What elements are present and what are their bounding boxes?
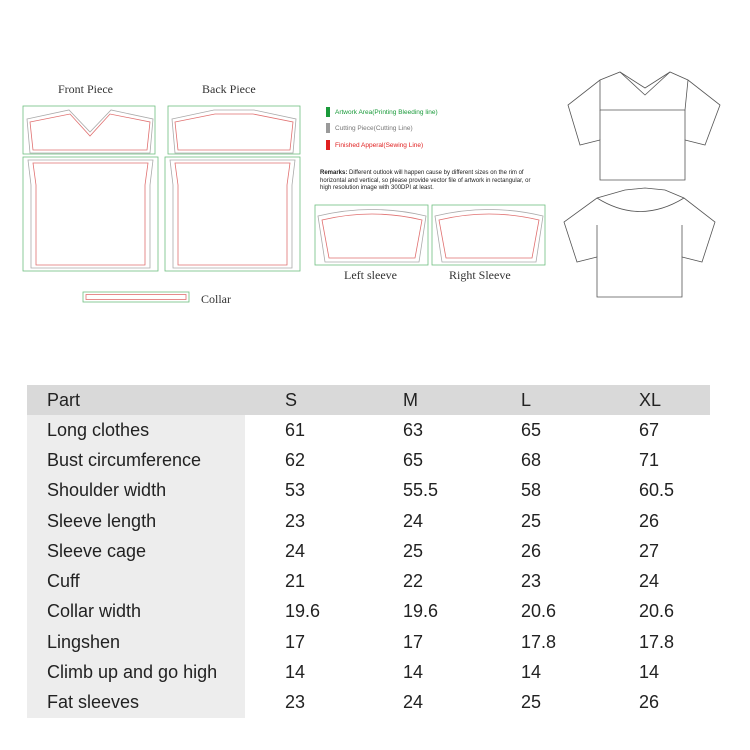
table-cell-value: 20.6 (639, 601, 675, 622)
table-cell-value: 23 (285, 510, 306, 531)
table-header-row (27, 385, 710, 415)
table-cell-value: 68 (521, 449, 542, 470)
back-body-piece (165, 157, 300, 271)
table-cell-value: 27 (639, 540, 660, 561)
legend-swatch-red (326, 140, 330, 150)
table-cell-part: Fat sleeves (27, 688, 245, 718)
header-cell-part: Part (47, 389, 81, 410)
table-cell-value: 17.8 (521, 631, 557, 652)
header-cell-xl: XL (639, 389, 662, 410)
table-cell-value: 26 (639, 510, 660, 531)
table-cell-value: 25 (521, 510, 542, 531)
table-cell-value: 67 (639, 419, 660, 440)
table-cell-value: 24 (403, 692, 424, 713)
table-cell-value: 62 (285, 449, 306, 470)
remarks-text: Different outlook will happen cause by different sizes on the rim of horizontal and vertical, so please provide vector file of artwork in rectangular, or high resolution image with 300DPI at least. (320, 170, 531, 191)
table-cell-part: Long clothes (27, 415, 245, 445)
table-cell-value: 20.6 (521, 601, 557, 622)
collar-piece (83, 292, 189, 302)
front-piece-label: Front Piece (58, 82, 113, 96)
table-cell-value: 23 (285, 692, 306, 713)
left-sleeve-label: Left sleeve (344, 268, 397, 282)
table-row (27, 566, 710, 596)
table-cell-value: 21 (285, 571, 306, 592)
table-cell-value: 55.5 (403, 480, 439, 501)
header-cell-l: L (521, 389, 532, 410)
right-sleeve-piece (432, 205, 545, 265)
table-cell-part: Shoulder width (27, 476, 245, 506)
table-cell-value: 14 (639, 662, 660, 683)
collar-label: Collar (201, 292, 231, 306)
table-cell-value: 53 (285, 480, 306, 501)
table-cell-value: 25 (521, 692, 542, 713)
table-row (27, 415, 710, 445)
table-cell-value: 14 (285, 662, 306, 683)
table-cell-part: Lingshen (27, 627, 245, 657)
legend-item-cutting (326, 123, 413, 133)
table-cell-value: 26 (639, 692, 660, 713)
table-cell-value: 23 (521, 571, 542, 592)
back-piece-label: Back Piece (202, 82, 256, 96)
jersey-back-sketch (564, 188, 715, 297)
remarks-note (320, 170, 535, 193)
table-cell-value: 14 (521, 662, 542, 683)
legend-label: Cutting Piece(Cutting Line) (335, 124, 413, 132)
jersey-front-sketch (568, 72, 720, 180)
legend-swatch-gray (326, 123, 330, 133)
front-yoke-piece (23, 106, 155, 154)
legend-item-sewing (326, 140, 423, 150)
table-row (27, 536, 710, 566)
table-cell-value: 63 (403, 419, 424, 440)
table-body (27, 415, 710, 718)
table-cell-value: 65 (521, 419, 542, 440)
table-cell-value: 17 (403, 631, 424, 652)
table-row (27, 627, 710, 657)
table-cell-value: 24 (285, 540, 306, 561)
table-cell-part: Cuff (27, 566, 245, 596)
table-row (27, 476, 710, 506)
table-cell-value: 65 (403, 449, 424, 470)
table-cell-value: 17.8 (639, 631, 675, 652)
front-body-piece (23, 157, 158, 271)
header-cell-m: M (403, 389, 418, 410)
header-cell-s: S (285, 389, 298, 410)
legend-label: Finished Apperal(Sewing Line) (335, 141, 424, 149)
table-row (27, 688, 710, 718)
table-row (27, 506, 710, 536)
legend-label: Artwork Area(Printing Bleeding line) (335, 108, 438, 116)
table-cell-value: 14 (403, 662, 424, 683)
left-sleeve-piece (315, 205, 428, 265)
table-cell-value: 19.6 (285, 601, 321, 622)
table-cell-value: 25 (403, 540, 424, 561)
table-row (27, 597, 710, 627)
table-cell-value: 26 (521, 540, 542, 561)
table-row (27, 657, 710, 687)
back-yoke-piece (168, 106, 300, 154)
table-cell-value: 60.5 (639, 480, 675, 501)
table-cell-value: 61 (285, 419, 306, 440)
table-cell-value: 24 (403, 510, 424, 531)
legend-swatch-green (326, 107, 330, 117)
table-cell-part: Sleeve cage (27, 536, 245, 566)
table-cell-value: 17 (285, 631, 306, 652)
table-cell-value: 58 (521, 480, 542, 501)
table-cell-part: Sleeve length (27, 506, 245, 536)
right-sleeve-label: Right Sleeve (449, 268, 511, 282)
table-cell-part: Collar width (27, 597, 245, 627)
table-cell-part: Climb up and go high (27, 657, 245, 687)
table-row (27, 445, 710, 475)
table-cell-value: 19.6 (403, 601, 439, 622)
size-chart-table (27, 385, 710, 718)
table-cell-value: 22 (403, 571, 424, 592)
table-cell-value: 71 (639, 449, 660, 470)
table-cell-part: Bust circumference (27, 445, 245, 475)
remarks-title: Remarks: (320, 170, 348, 176)
table-cell-value: 24 (639, 571, 660, 592)
legend-item-artwork (326, 107, 438, 117)
